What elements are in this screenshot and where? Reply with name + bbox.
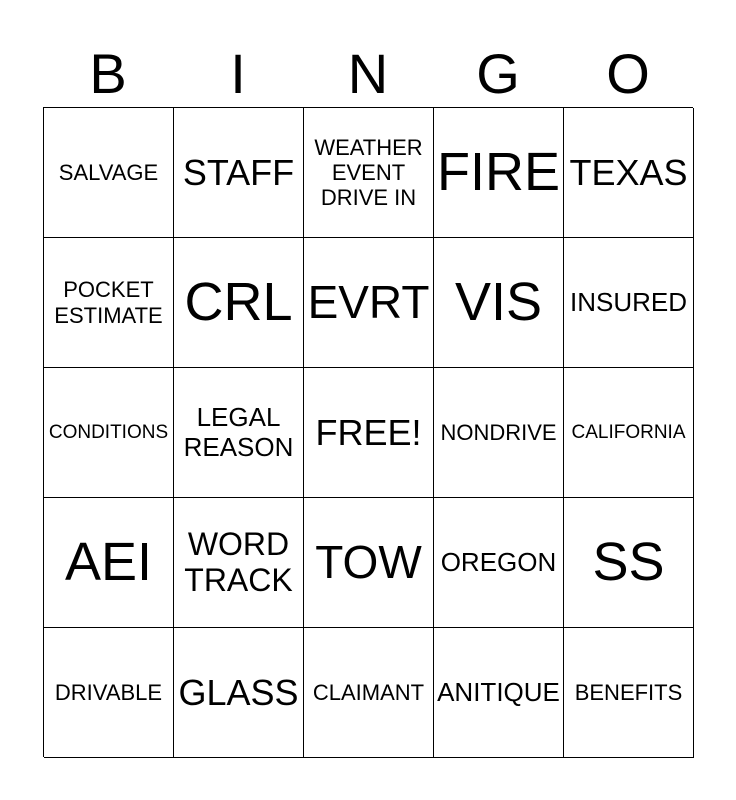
bingo-cell[interactable]: DRIVABLE <box>44 628 174 758</box>
bingo-cell[interactable]: SALVAGE <box>44 108 174 238</box>
bingo-cell[interactable]: POCKET ESTIMATE <box>44 238 174 368</box>
bingo-cell[interactable]: FIRE <box>434 108 564 238</box>
bingo-cell[interactable]: SS <box>564 498 694 628</box>
bingo-cell[interactable]: GLASS <box>174 628 304 758</box>
bingo-header <box>43 40 693 108</box>
bingo-cell[interactable]: INSURED <box>564 238 694 368</box>
bingo-cell[interactable]: WORD TRACK <box>174 498 304 628</box>
bingo-cell[interactable]: ANITIQUE <box>434 628 564 758</box>
header-letter-b: B <box>89 42 127 105</box>
bingo-cell[interactable]: AEI <box>44 498 174 628</box>
bingo-cell[interactable]: CONDITIONS <box>44 368 174 498</box>
header-letter-n: N <box>347 42 389 105</box>
header-letter-i: I <box>230 42 246 105</box>
bingo-cell[interactable]: WEATHER EVENT DRIVE IN <box>304 108 434 238</box>
bingo-board <box>43 107 693 757</box>
free-space-cell[interactable]: FREE! <box>304 368 434 498</box>
bingo-cell[interactable]: OREGON <box>434 498 564 628</box>
bingo-cell[interactable]: CLAIMANT <box>304 628 434 758</box>
bingo-cell[interactable]: CRL <box>174 238 304 368</box>
bingo-cell[interactable]: LEGAL REASON <box>174 368 304 498</box>
bingo-cell[interactable]: TEXAS <box>564 108 694 238</box>
bingo-cell[interactable]: VIS <box>434 238 564 368</box>
bingo-cell[interactable]: BENEFITS <box>564 628 694 758</box>
bingo-cell[interactable]: STAFF <box>174 108 304 238</box>
bingo-cell[interactable]: TOW <box>304 498 434 628</box>
bingo-cell[interactable]: EVRT <box>304 238 434 368</box>
header-letter-o: O <box>606 42 650 105</box>
bingo-cell[interactable]: CALIFORNIA <box>564 368 694 498</box>
bingo-cell[interactable]: NONDRIVE <box>434 368 564 498</box>
header-letter-g: G <box>476 42 520 105</box>
